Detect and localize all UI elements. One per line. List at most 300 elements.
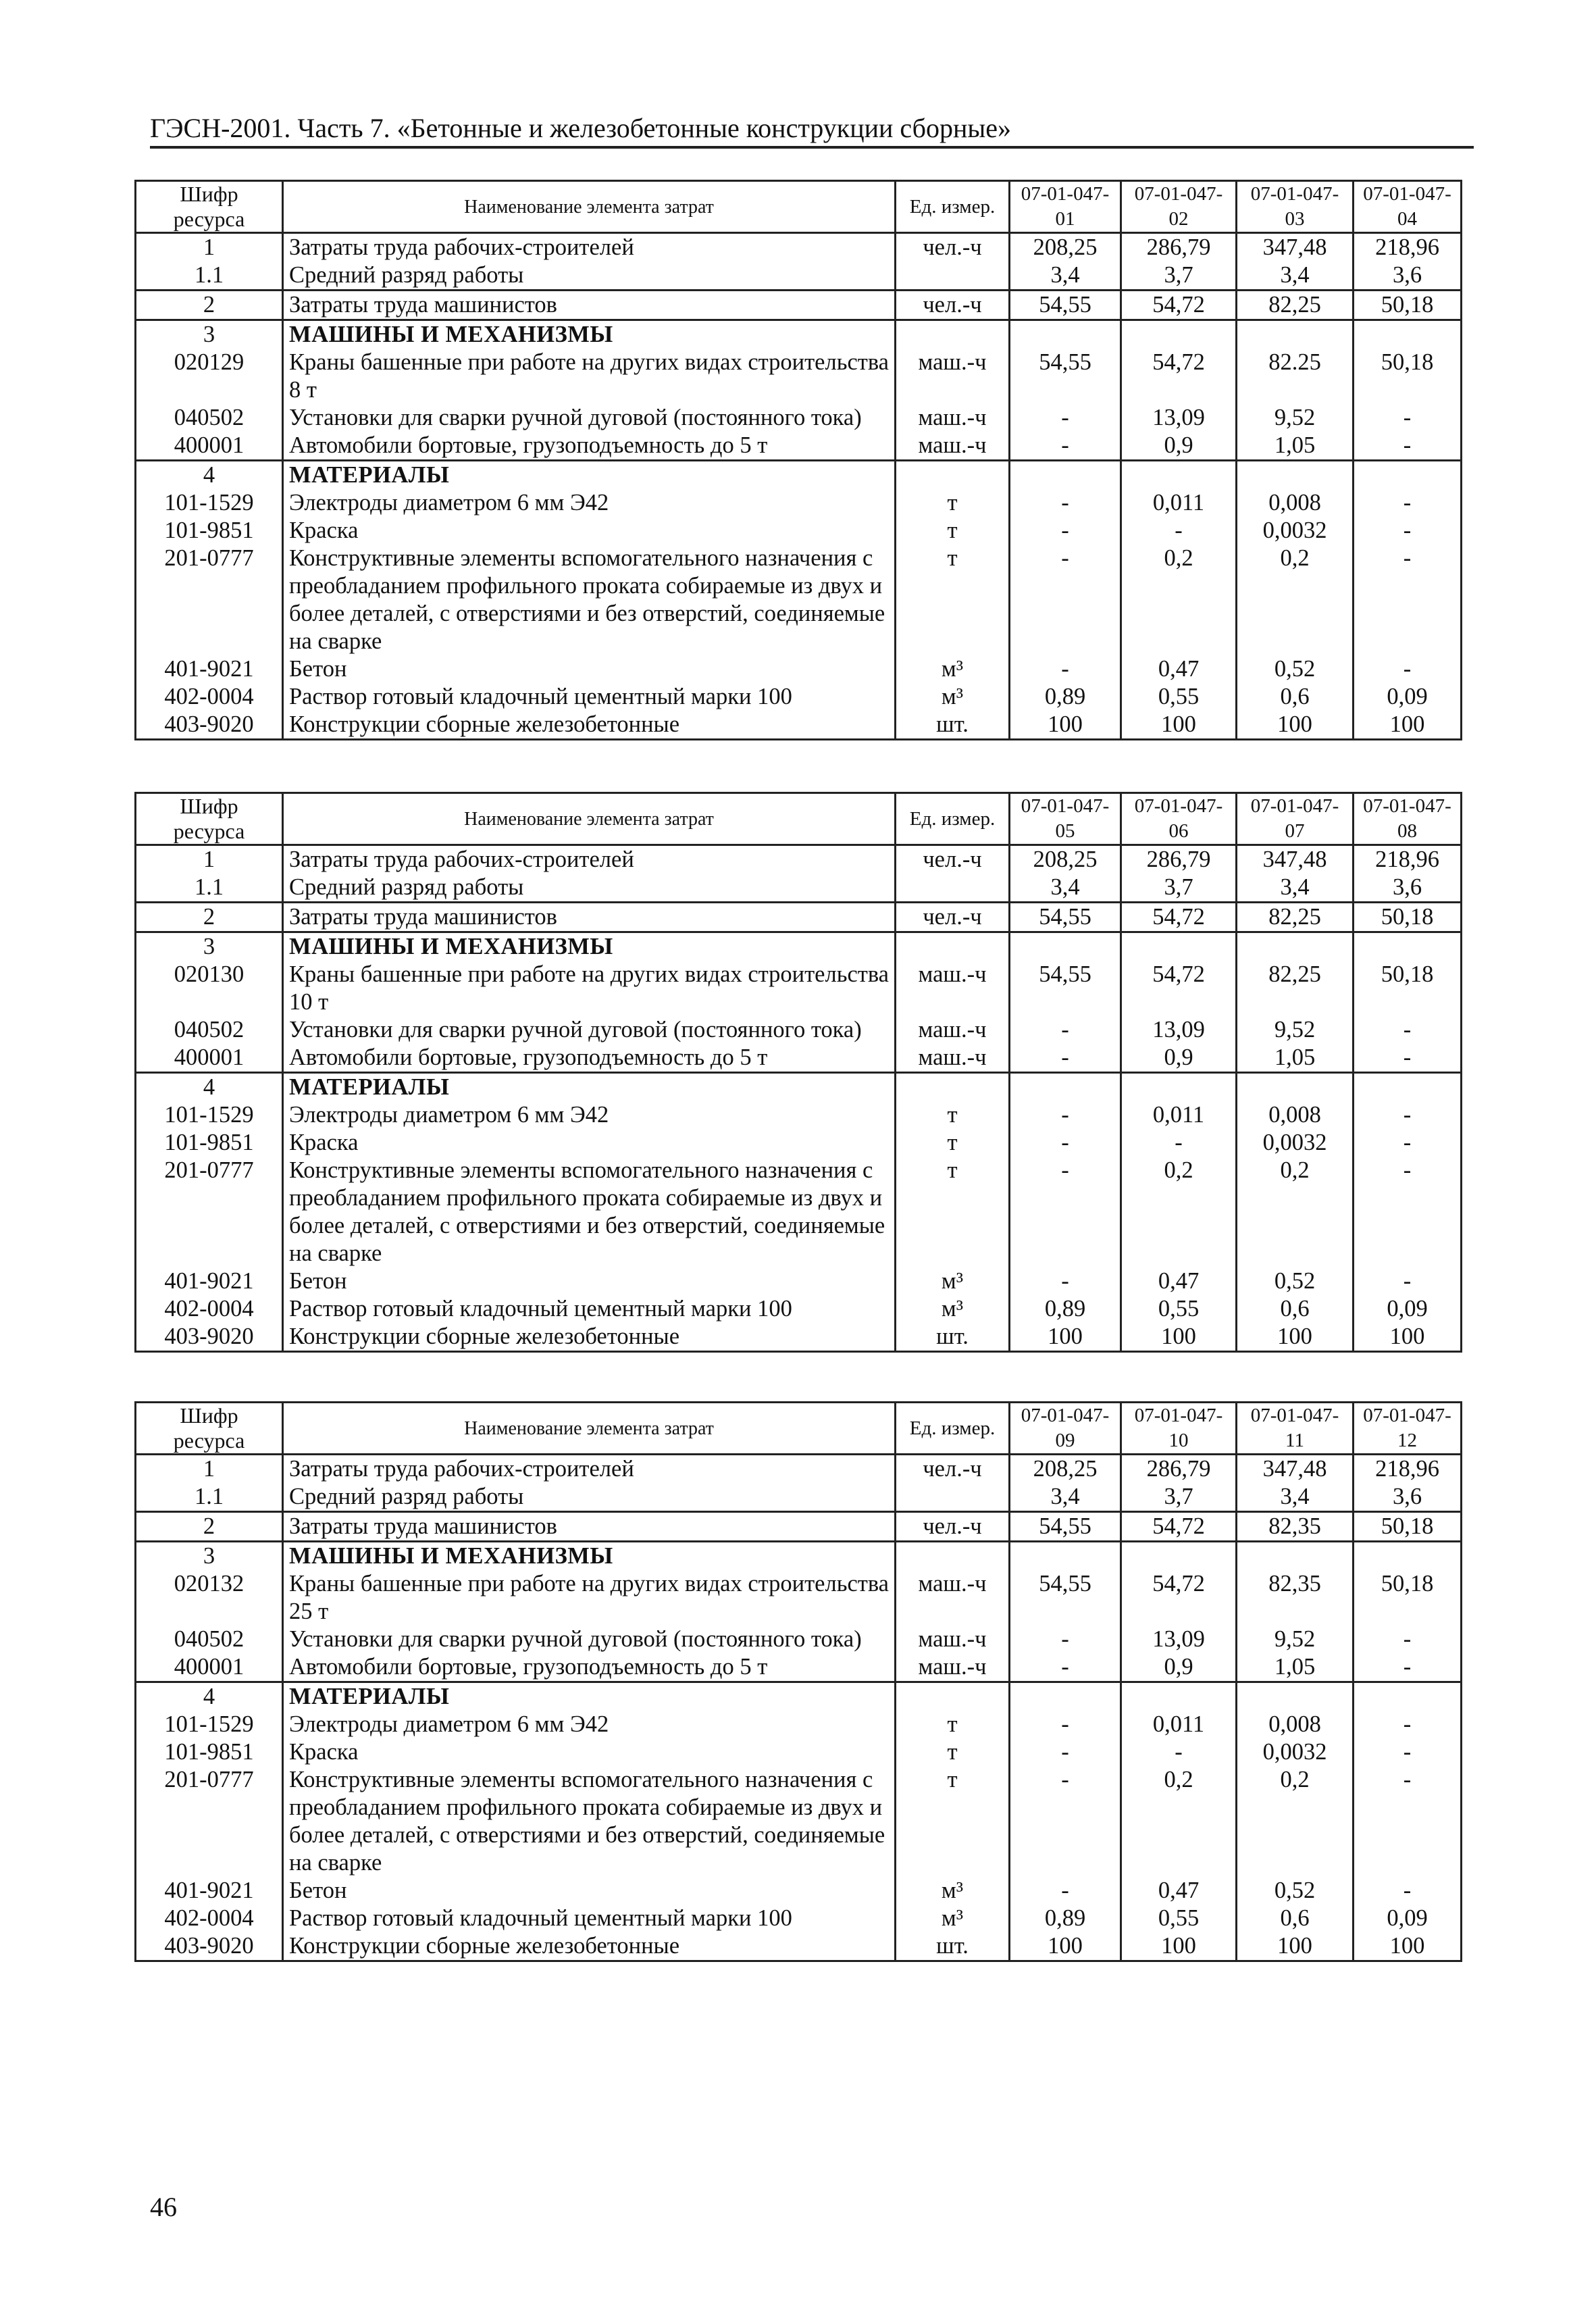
resource-code: 1 [136, 845, 283, 874]
table-row [136, 432, 1462, 461]
resource-code: 020130 [136, 961, 283, 1016]
resource-value: - [1354, 1016, 1462, 1044]
table-row [136, 1570, 1462, 1626]
table-row [136, 1711, 1462, 1738]
table-row [136, 1542, 1462, 1571]
resource-name: Раствор готовый кладочный цементный марки 100 [283, 1905, 896, 1932]
resource-value [1354, 320, 1462, 349]
table-row [136, 461, 1462, 490]
resource-value [1010, 1542, 1121, 1571]
resource-code: 401-9021 [136, 1877, 283, 1905]
resource-code: 4 [136, 1073, 283, 1102]
resource-unit: маш.-ч [896, 432, 1010, 461]
header-column-3: 07-01-047-11 [1237, 1403, 1354, 1455]
resource-unit: маш.-ч [896, 1044, 1010, 1073]
resource-unit: маш.-ч [896, 404, 1010, 432]
resource-code: 1.1 [136, 1483, 283, 1512]
resource-code: 201-0777 [136, 1157, 283, 1267]
resource-code: 101-9851 [136, 1738, 283, 1766]
resource-value: - [1010, 1016, 1121, 1044]
resource-value: 1,05 [1237, 1653, 1354, 1682]
table-row [136, 1932, 1462, 1961]
resource-value: 100 [1354, 711, 1462, 740]
resource-code: 040502 [136, 1626, 283, 1653]
resource-unit: шт. [896, 711, 1010, 740]
resource-value: 9,52 [1237, 404, 1354, 432]
resource-value: - [1354, 1129, 1462, 1157]
header-code: Шифр ресурса [136, 181, 283, 233]
table-row [136, 683, 1462, 711]
resource-value: 3,7 [1121, 1483, 1237, 1512]
resource-unit: маш.-ч [896, 961, 1010, 1016]
resource-unit: т [896, 1766, 1010, 1877]
table-row [136, 349, 1462, 404]
resource-name: МАШИНЫ И МЕХАНИЗМЫ [283, 932, 896, 961]
table-row [136, 1877, 1462, 1905]
resource-unit: чел.-ч [896, 845, 1010, 874]
resource-code: 2 [136, 903, 283, 932]
resource-name: Конструкции сборные железобетонные [283, 1932, 896, 1961]
resource-unit: м³ [896, 1295, 1010, 1323]
resource-unit: чел.-ч [896, 1512, 1010, 1542]
header-column-4: 07-01-047-08 [1354, 793, 1462, 845]
resource-name: Электроды диаметром 6 мм Э42 [283, 489, 896, 517]
resource-table-2 [134, 792, 1462, 1353]
header-code: Шифр ресурса [136, 793, 283, 845]
resource-value [1237, 932, 1354, 961]
resource-name: МАШИНЫ И МЕХАНИЗМЫ [283, 320, 896, 349]
resource-value: 3,7 [1121, 261, 1237, 291]
table-row [136, 874, 1462, 903]
resource-value: 0,09 [1354, 1295, 1462, 1323]
resource-value: 54,72 [1121, 961, 1237, 1016]
resource-value: 0,47 [1121, 655, 1237, 683]
resource-value: 0,55 [1121, 1905, 1237, 1932]
resource-value: - [1354, 1711, 1462, 1738]
resource-code: 101-1529 [136, 1711, 283, 1738]
resource-value: 347,48 [1237, 233, 1354, 262]
resource-value: 0,52 [1237, 1877, 1354, 1905]
page-number: 46 [150, 2192, 177, 2222]
table-row [136, 1682, 1462, 1711]
resource-code: 403-9020 [136, 711, 283, 740]
resource-value: 9,52 [1237, 1016, 1354, 1044]
resource-code: 400001 [136, 432, 283, 461]
resource-name: Автомобили бортовые, грузоподъемность до 5 т [283, 1653, 896, 1682]
resource-unit: т [896, 1157, 1010, 1267]
resource-name: Бетон [283, 1267, 896, 1295]
resource-unit: м³ [896, 1877, 1010, 1905]
resource-code: 1 [136, 1455, 283, 1484]
resource-table-3 [134, 1401, 1462, 1962]
resource-value: 0,09 [1354, 1905, 1462, 1932]
resource-value [1354, 932, 1462, 961]
resource-value: - [1010, 517, 1121, 545]
resource-name: Затраты труда рабочих-строителей [283, 233, 896, 262]
table-row [136, 1044, 1462, 1073]
table-row [136, 1323, 1462, 1352]
resource-value: - [1354, 1877, 1462, 1905]
table-row [136, 1295, 1462, 1323]
resource-value: 0,2 [1237, 545, 1354, 655]
resource-name: Краска [283, 1738, 896, 1766]
resource-value: 208,25 [1010, 1455, 1121, 1484]
resource-name: Автомобили бортовые, грузоподъемность до 5 т [283, 432, 896, 461]
resource-value: 54,55 [1010, 349, 1121, 404]
resource-value: 0,6 [1237, 1905, 1354, 1932]
resource-value: 0,52 [1237, 1267, 1354, 1295]
header-unit: Ед. измер. [896, 181, 1010, 233]
resource-value: 82,35 [1237, 1512, 1354, 1542]
resource-value: - [1354, 1044, 1462, 1073]
resource-code: 400001 [136, 1044, 283, 1073]
resource-value: - [1010, 432, 1121, 461]
table-row [136, 517, 1462, 545]
resource-value: 50,18 [1354, 903, 1462, 932]
resource-value: 286,79 [1121, 1455, 1237, 1484]
resource-value: 13,09 [1121, 1626, 1237, 1653]
resource-name: Краны башенные при работе на других видах строительства 25 т [283, 1570, 896, 1626]
table-row [136, 1073, 1462, 1102]
resource-value: - [1354, 1653, 1462, 1682]
resource-unit: чел.-ч [896, 291, 1010, 320]
resource-value: 82,25 [1237, 961, 1354, 1016]
resource-value: - [1010, 1653, 1121, 1682]
resource-value: 82,25 [1237, 903, 1354, 932]
resource-value: - [1354, 489, 1462, 517]
table-row [136, 404, 1462, 432]
resource-value: 0,011 [1121, 1101, 1237, 1129]
resource-value: 0,011 [1121, 489, 1237, 517]
resource-code: 040502 [136, 1016, 283, 1044]
resource-value: 0,0032 [1237, 1129, 1354, 1157]
page-header: ГЭСН-2001. Часть 7. «Бетонные и железобетонные конструкции сборные» [150, 113, 1012, 143]
resource-unit: маш.-ч [896, 1653, 1010, 1682]
resource-value: 3,4 [1237, 1483, 1354, 1512]
resource-value: 0,9 [1121, 432, 1237, 461]
resource-code: 020132 [136, 1570, 283, 1626]
header-column-2: 07-01-047-10 [1121, 1403, 1237, 1455]
resource-value: 0,55 [1121, 1295, 1237, 1323]
resource-value: 3,7 [1121, 874, 1237, 903]
resource-value: 54,72 [1121, 349, 1237, 404]
resource-value: 13,09 [1121, 1016, 1237, 1044]
resource-code: 201-0777 [136, 545, 283, 655]
resource-code: 402-0004 [136, 1295, 283, 1323]
resource-value: - [1354, 545, 1462, 655]
resource-unit: т [896, 517, 1010, 545]
resource-value: 3,6 [1354, 874, 1462, 903]
resource-code: 040502 [136, 404, 283, 432]
header-column-3: 07-01-047-03 [1237, 181, 1354, 233]
header-rule [150, 146, 1474, 149]
resource-code: 101-1529 [136, 1101, 283, 1129]
table-row [136, 655, 1462, 683]
table-row [136, 1738, 1462, 1766]
resource-value: 100 [1121, 1932, 1237, 1961]
resource-value: - [1010, 1766, 1121, 1877]
resource-code: 2 [136, 1512, 283, 1542]
resource-unit: чел.-ч [896, 1455, 1010, 1484]
resource-value: - [1354, 1267, 1462, 1295]
resource-value: 54,55 [1010, 961, 1121, 1016]
header-column-1: 07-01-047-09 [1010, 1403, 1121, 1455]
resource-code: 101-1529 [136, 489, 283, 517]
resource-value: - [1354, 517, 1462, 545]
resource-value: - [1354, 1157, 1462, 1267]
resource-unit: шт. [896, 1323, 1010, 1352]
header-column-2: 07-01-047-02 [1121, 181, 1237, 233]
resource-value [1237, 1682, 1354, 1711]
table-row [136, 932, 1462, 961]
resource-value: 3,6 [1354, 1483, 1462, 1512]
table-row [136, 1766, 1462, 1877]
resource-unit: т [896, 1129, 1010, 1157]
resource-name: Краска [283, 1129, 896, 1157]
resource-value: - [1354, 1626, 1462, 1653]
resource-value: 54,55 [1010, 1512, 1121, 1542]
resource-value: - [1354, 1101, 1462, 1129]
resource-unit [896, 874, 1010, 903]
table-row [136, 1267, 1462, 1295]
resource-unit: м³ [896, 1905, 1010, 1932]
resource-value: 0,52 [1237, 655, 1354, 683]
resource-value: 0,89 [1010, 1905, 1121, 1932]
resource-value [1354, 1682, 1462, 1711]
resource-value: 9,52 [1237, 1626, 1354, 1653]
resource-name: МАТЕРИАЛЫ [283, 1682, 896, 1711]
resource-code: 1.1 [136, 874, 283, 903]
resource-value: 0,47 [1121, 1877, 1237, 1905]
resource-value [1010, 1682, 1121, 1711]
resource-value: 0,2 [1121, 545, 1237, 655]
table-row [136, 1905, 1462, 1932]
table-row [136, 1512, 1462, 1542]
resource-value: - [1010, 1267, 1121, 1295]
resource-code: 4 [136, 461, 283, 490]
resource-value [1121, 320, 1237, 349]
resource-value: 82,35 [1237, 1570, 1354, 1626]
resource-value: 0,0032 [1237, 517, 1354, 545]
table-header-row [136, 1403, 1462, 1455]
resource-value [1237, 320, 1354, 349]
header-unit: Ед. измер. [896, 793, 1010, 845]
resource-value: 208,25 [1010, 845, 1121, 874]
resource-unit: маш.-ч [896, 1016, 1010, 1044]
table-row [136, 489, 1462, 517]
table-row [136, 1101, 1462, 1129]
resource-unit [896, 1483, 1010, 1512]
resource-value: 0,2 [1237, 1157, 1354, 1267]
resource-name: Средний разряд работы [283, 1483, 896, 1512]
table-row [136, 845, 1462, 874]
resource-code: 020129 [136, 349, 283, 404]
resource-code: 4 [136, 1682, 283, 1711]
header-name: Наименование элемента затрат [283, 793, 896, 845]
resource-code: 403-9020 [136, 1323, 283, 1352]
resource-value: - [1354, 1766, 1462, 1877]
resource-name: Затраты труда машинистов [283, 903, 896, 932]
resource-name: Затраты труда рабочих-строителей [283, 1455, 896, 1484]
resource-value [1010, 461, 1121, 490]
resource-name: Краны башенные при работе на других видах строительства 10 т [283, 961, 896, 1016]
resource-value: 3,4 [1010, 261, 1121, 291]
resource-code: 401-9021 [136, 655, 283, 683]
resource-value: 347,48 [1237, 1455, 1354, 1484]
resource-name: Средний разряд работы [283, 874, 896, 903]
resource-value: 50,18 [1354, 349, 1462, 404]
resource-value: 3,4 [1237, 261, 1354, 291]
resource-unit: маш.-ч [896, 1626, 1010, 1653]
resource-value: - [1121, 517, 1237, 545]
resource-value: - [1010, 1044, 1121, 1073]
resource-name: Бетон [283, 1877, 896, 1905]
resource-value: 82.25 [1237, 349, 1354, 404]
resource-value: 54,72 [1121, 903, 1237, 932]
resource-value: - [1010, 1101, 1121, 1129]
resource-value: 100 [1237, 1323, 1354, 1352]
table-row [136, 545, 1462, 655]
header-column-1: 07-01-047-05 [1010, 793, 1121, 845]
resource-value: - [1010, 1129, 1121, 1157]
resource-value: 286,79 [1121, 845, 1237, 874]
resource-value: 1,05 [1237, 1044, 1354, 1073]
resource-value: 0,89 [1010, 683, 1121, 711]
resource-name: Средний разряд работы [283, 261, 896, 291]
resource-value: - [1010, 545, 1121, 655]
resource-name: Раствор готовый кладочный цементный марки 100 [283, 683, 896, 711]
resource-value: 100 [1121, 1323, 1237, 1352]
resource-value: 286,79 [1121, 233, 1237, 262]
table-row [136, 1653, 1462, 1682]
table-row [136, 261, 1462, 291]
resource-code: 3 [136, 1542, 283, 1571]
header-unit: Ед. измер. [896, 1403, 1010, 1455]
header-column-4: 07-01-047-12 [1354, 1403, 1462, 1455]
resource-unit [896, 1073, 1010, 1102]
resource-value: 3,4 [1237, 874, 1354, 903]
header-column-4: 07-01-047-04 [1354, 181, 1462, 233]
resource-value: 54,72 [1121, 1570, 1237, 1626]
resource-value: 0,2 [1121, 1766, 1237, 1877]
resource-value: 0,6 [1237, 683, 1354, 711]
table-row [136, 1483, 1462, 1512]
resource-value: 54,55 [1010, 1570, 1121, 1626]
resource-value: - [1010, 1877, 1121, 1905]
resource-value: 50,18 [1354, 961, 1462, 1016]
resource-unit: маш.-ч [896, 349, 1010, 404]
table-row [136, 1129, 1462, 1157]
table-row [136, 320, 1462, 349]
resource-unit: м³ [896, 655, 1010, 683]
resource-value: 100 [1010, 711, 1121, 740]
resource-code: 1.1 [136, 261, 283, 291]
resource-value: 13,09 [1121, 404, 1237, 432]
resource-unit [896, 932, 1010, 961]
resource-value [1237, 1073, 1354, 1102]
header-name: Наименование элемента затрат [283, 181, 896, 233]
resource-unit: чел.-ч [896, 903, 1010, 932]
resource-value: 208,25 [1010, 233, 1121, 262]
resource-unit [896, 461, 1010, 490]
resource-name: Электроды диаметром 6 мм Э42 [283, 1711, 896, 1738]
resource-value: 0,6 [1237, 1295, 1354, 1323]
resource-value [1121, 932, 1237, 961]
resource-table-1 [134, 180, 1462, 740]
resource-value: 100 [1354, 1323, 1462, 1352]
resource-value [1354, 461, 1462, 490]
resource-value: - [1354, 1738, 1462, 1766]
header-column-3: 07-01-047-07 [1237, 793, 1354, 845]
resource-value: - [1010, 1157, 1121, 1267]
resource-value: 54,72 [1121, 291, 1237, 320]
resource-value [1121, 461, 1237, 490]
resource-value: 0,0032 [1237, 1738, 1354, 1766]
resource-value: - [1354, 404, 1462, 432]
resource-name: Краны башенные при работе на других видах строительства 8 т [283, 349, 896, 404]
resource-name: МАТЕРИАЛЫ [283, 461, 896, 490]
resource-value: 50,18 [1354, 1512, 1462, 1542]
resource-value [1121, 1682, 1237, 1711]
table-row [136, 903, 1462, 932]
resource-unit: маш.-ч [896, 1570, 1010, 1626]
resource-name: Конструкции сборные железобетонные [283, 711, 896, 740]
table-row [136, 711, 1462, 740]
resource-value: 100 [1010, 1323, 1121, 1352]
resource-unit: т [896, 1101, 1010, 1129]
resource-code: 402-0004 [136, 1905, 283, 1932]
resource-value [1010, 320, 1121, 349]
table-row [136, 1157, 1462, 1267]
header-name: Наименование элемента затрат [283, 1403, 896, 1455]
resource-unit: т [896, 545, 1010, 655]
resource-value [1237, 461, 1354, 490]
resource-value: 0,9 [1121, 1044, 1237, 1073]
resource-name: МАШИНЫ И МЕХАНИЗМЫ [283, 1542, 896, 1571]
resource-name: Конструктивные элементы вспомогательного назначения с преобладанием профильного проката собираемые из двух и более деталей, с отверстиями и без отверстий, соединяемые на сварке [283, 545, 896, 655]
resource-unit: чел.-ч [896, 233, 1010, 262]
resource-value: - [1010, 1738, 1121, 1766]
resource-value [1010, 932, 1121, 961]
resource-name: Затраты труда машинистов [283, 291, 896, 320]
resource-value: 0,47 [1121, 1267, 1237, 1295]
resource-value: - [1010, 489, 1121, 517]
resource-value: - [1010, 1711, 1121, 1738]
resource-name: МАТЕРИАЛЫ [283, 1073, 896, 1102]
header-column-1: 07-01-047-01 [1010, 181, 1121, 233]
resource-value: - [1121, 1738, 1237, 1766]
resource-value: 0,008 [1237, 1711, 1354, 1738]
table-header-row [136, 181, 1462, 233]
resource-name: Установки для сварки ручной дуговой (постоянного тока) [283, 1626, 896, 1653]
resource-name: Краска [283, 517, 896, 545]
resource-value: - [1010, 1626, 1121, 1653]
resource-value: 0,008 [1237, 489, 1354, 517]
resource-value: 54,72 [1121, 1512, 1237, 1542]
resource-value: 0,55 [1121, 683, 1237, 711]
resource-code: 403-9020 [136, 1932, 283, 1961]
resource-value: - [1010, 655, 1121, 683]
resource-value: 54,55 [1010, 291, 1121, 320]
resource-value: 0,011 [1121, 1711, 1237, 1738]
resource-code: 3 [136, 932, 283, 961]
resource-unit: м³ [896, 1267, 1010, 1295]
resource-code: 101-9851 [136, 1129, 283, 1157]
header-code: Шифр ресурса [136, 1403, 283, 1455]
resource-value [1354, 1073, 1462, 1102]
resource-value: 82,25 [1237, 291, 1354, 320]
resource-unit: т [896, 489, 1010, 517]
